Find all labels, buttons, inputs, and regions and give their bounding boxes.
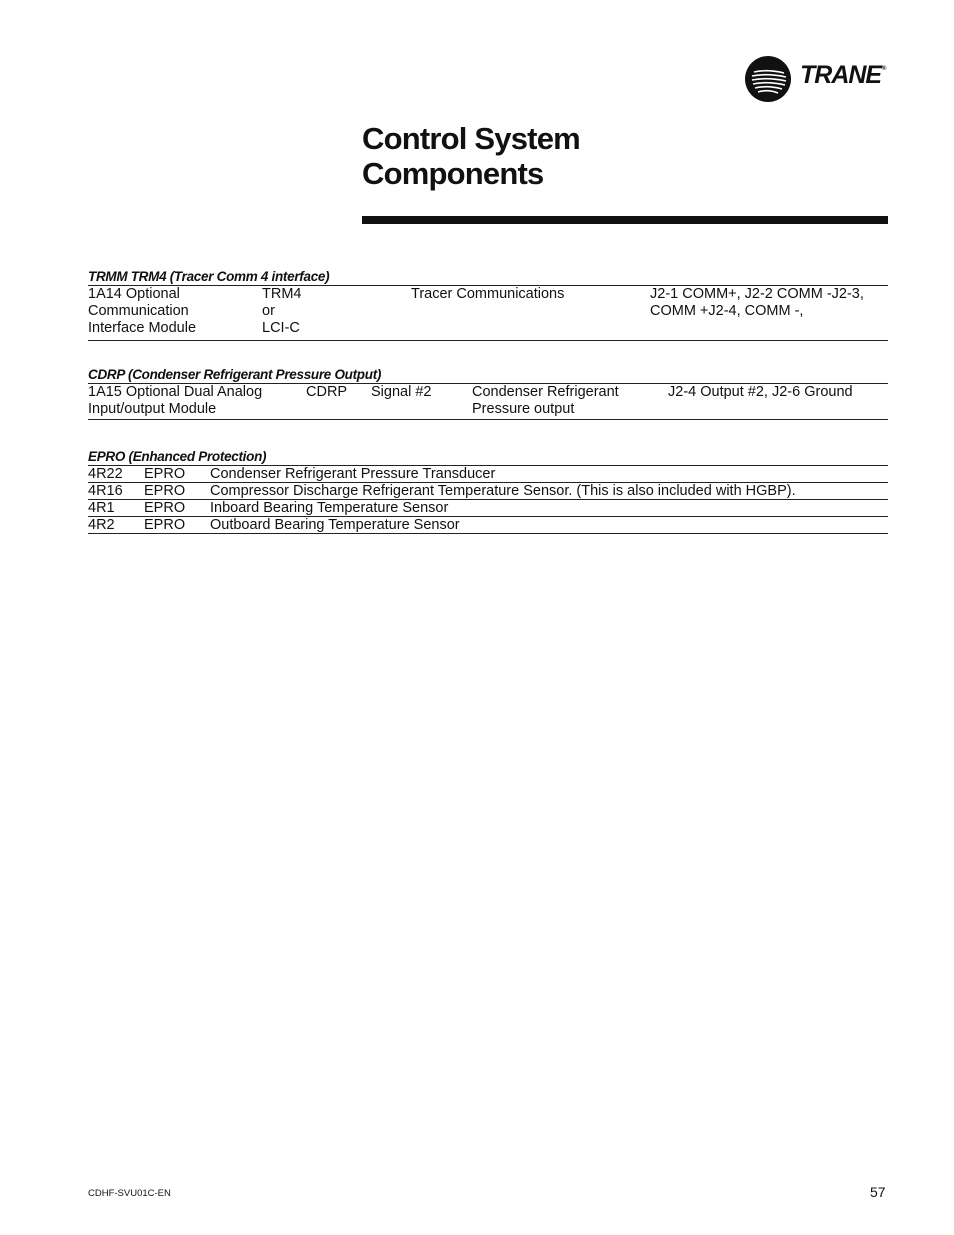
cell-description: Compressor Discharge Refrigerant Temperature Sensor. (This is also included with HGBP). — [210, 483, 796, 499]
section-heading-trmm: TRMM TRM4 (Tracer Comm 4 interface) — [88, 268, 888, 286]
footer-doc-number: CDHF-SVU01C-EN — [88, 1188, 171, 1199]
cell-module: TRM4 or LCI-C — [262, 286, 302, 336]
cell-id: 4R2 — [88, 517, 115, 533]
title-rule — [362, 216, 888, 224]
cell-designation: 1A15 Optional Dual Analog Input/output Module — [88, 384, 263, 417]
table-row — [88, 286, 888, 341]
cell-terminals: J2-4 Output #2, J2-6 Ground — [668, 384, 853, 400]
page-title — [362, 121, 580, 191]
table-row — [88, 466, 888, 483]
footer-page-number: 57 — [870, 1184, 886, 1200]
cell-description: Outboard Bearing Temperature Sensor — [210, 517, 460, 533]
cell-module: EPRO — [144, 500, 186, 516]
section-trmm — [88, 268, 888, 341]
cell-description: Inboard Bearing Temperature Sensor — [210, 500, 449, 516]
cell-signal: Signal #2 — [371, 384, 432, 400]
table-row — [88, 500, 888, 517]
table-row — [88, 384, 888, 420]
cell-module: EPRO — [144, 517, 186, 533]
cell-module: EPRO — [144, 483, 186, 499]
section-epro — [88, 448, 888, 534]
section-heading-cdrp: CDRP (Condenser Refrigerant Pressure Output) — [88, 366, 888, 384]
cell-function: Tracer Communications — [411, 286, 565, 302]
table-row — [88, 517, 888, 534]
table-row — [88, 483, 888, 500]
trane-wordmark: TRANE — [800, 61, 882, 89]
cell-module: CDRP — [306, 384, 348, 400]
cell-description: Condenser Refrigerant Pressure Transducer — [210, 466, 496, 482]
page-title-line-2: Components — [362, 156, 544, 191]
section-heading-epro: EPRO (Enhanced Protection) — [88, 448, 888, 466]
cell-designation: 1A14 Optional Communication Interface Module — [88, 286, 197, 336]
section-cdrp — [88, 366, 888, 420]
registered-mark: ® — [882, 66, 887, 72]
cell-id: 4R22 — [88, 466, 123, 482]
cell-module: EPRO — [144, 466, 186, 482]
page-title-line-1: Control System — [362, 121, 580, 156]
cell-id: 4R1 — [88, 500, 115, 516]
cell-function: Condenser Refrigerant Pressure output — [472, 384, 619, 417]
cell-terminals: J2-1 COMM+, J2-2 COMM -J2-3, COMM +J2-4, COMM -, — [650, 286, 864, 319]
trane-logo-icon — [744, 55, 792, 103]
trane-logo — [744, 55, 892, 105]
cell-id: 4R16 — [88, 483, 123, 499]
